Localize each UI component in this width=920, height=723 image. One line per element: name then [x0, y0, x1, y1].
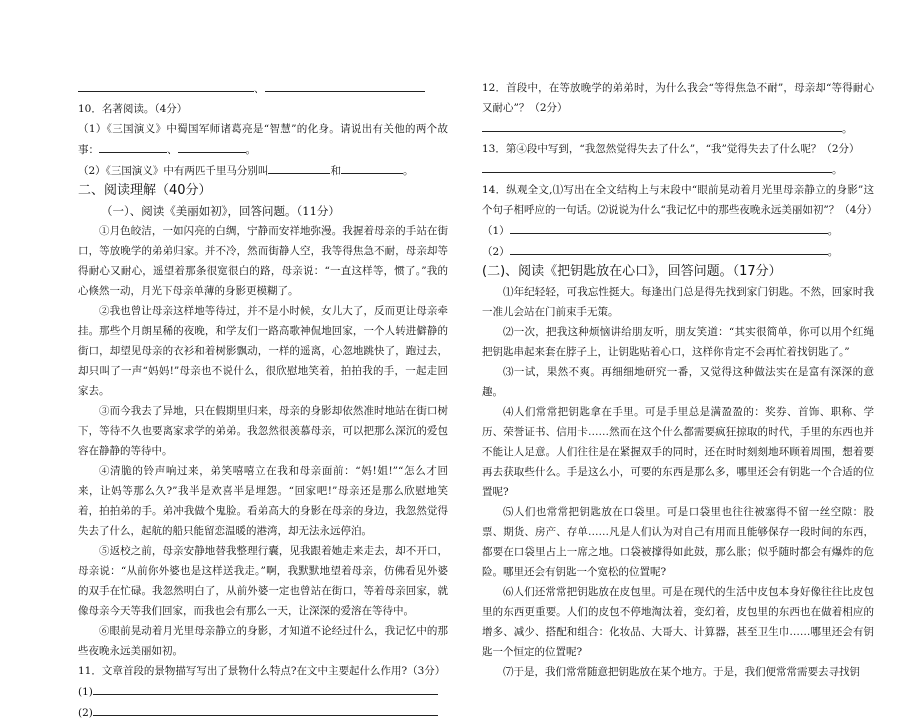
passage-1-para-2: ②我也曾让母亲这样地等待过，并不是小时候，女儿大了，反而更让母亲牵挂。那些个月朗星稀的夜晚，和学友们一路高歌神侃地回家，一个人转进僻静的街口，却望见母亲的衣衫和着树影飘动，一样的遥离，心忽地跳快了，跑过去，却只叫了一声“妈妈!”母亲也不说什么，很欣慰地笑着，拍拍我的手，一起走回家去。: [78, 305, 448, 397]
passage-2-para-6: ⑹人们还常常把钥匙放在皮包里。可是在现代的生活中皮包本身好像往往比皮包里的东西更重要。人们的皮包不停地淘汰着，变幻着，皮包里的东西也在做着相应的增多、减少、搭配和组合：化妆品、大哥大、计算器，甚至卫生巾……哪里还会有钥匙一个恒定的位置呢?: [482, 586, 874, 658]
passage-2-para-3: ⑶一试，果然不爽。再细细地研究一番，又觉得这种做法实在是富有深深的意趣。: [482, 366, 874, 398]
question-13-answer[interactable]: 。: [482, 159, 874, 180]
question-13: 13．第④段中写到，“我忽然觉得失去了什么”，“我”觉得失去了什么呢？（2分）: [482, 143, 860, 155]
passage-2-para-7: ⑺于是，我们常常随意把钥匙放在某个地方。于是，我们便常常需要去寻找钥: [503, 666, 860, 678]
passage-1-para-1: ①月色皎洁，一如闪亮的白绸，宁静而安祥地弥漫。我握着母亲的手站在街口，等放晚学的弟弟归家。并不冷，然而街静人空，我等得焦急不耐，母亲却等得耐心又耐心，遥望着那条很宽很白的路，母亲说：“一直这样等，惯了。”我的心倏然一动，月光下母亲单薄的身影更模糊了。: [78, 225, 448, 297]
answer-blank-10-2b[interactable]: [341, 160, 403, 174]
passage-1-para-6: ⑥眼前晃动着月光里母亲静立的身影，才知道不论经过什么，我记忆中的那些夜晚永远美丽如初。: [78, 625, 448, 657]
passage-1-para-4: ④清脆的铃声响过来，弟笑嘻嘻立在我和母亲面前：“妈!姐!”“怎么才回来，让妈等那么久?”我半是欢喜半是埋怨。“回家吧!”母亲还是那么欣慰地笑着，拍拍弟的手。弟冲我做个鬼脸。看弟高大的身影在母亲的身边，我忽然觉得失去了什么，起航的船只能留恋温暖的港湾，却无法永远停泊。: [78, 465, 448, 537]
passage-2-para-4: ⑷人们常常把钥匙拿在手里。可是手里总是满盈盈的：奖券、首饰、职称、学历、荣誉证书、信用卡……然而在这个什么都需要疯狂掠取的时代，手里的东西也并不能让人足意。人们往往是在紧握双手的同时，还在时时刻刻地环顾着周围，想着要再去获取些什么。手是这么小，可要的东西是那么多，哪里还会有钥匙一个合适的位置呢?: [482, 406, 874, 498]
question-11-answer-2[interactable]: (2): [78, 702, 448, 723]
passage-2-para-5: ⑸人们也常常把钥匙放在口袋里。可是口袋里也往往被塞得不留一丝空隙：股票、期货、房产、存单……凡是人们认为对自己有用而且能够保存一段时间的东西，都要在口袋里占上一席之地。口袋被撑得如此鼓，那么胀；似乎随时都会有爆炸的危险。哪里还会有钥匙一个宽松的位置呢?: [482, 506, 874, 578]
section-reading-title: 二、阅读理解（40分）: [78, 183, 212, 198]
answer-blank-10-2a[interactable]: [268, 160, 330, 174]
question-11: 11．文章首段的景物描写写出了景物什么特点?在文中主要起什么作用?（3分）: [78, 665, 446, 677]
passage-1-para-5: ⑤返校之前，母亲安静地替我整理行囊，见我跟着她走来走去，却不开口，母亲说：“从前你外婆也是这样送我走。”啊，我默默地望着母亲，仿佛看见外婆的双手在忙碌。我忽然明白了，从前外婆一定也曾站在街口，等着母亲回家，就像母亲今天等我们回家，而我也会有那么一天，让深深的爱溶在等待中。: [78, 545, 448, 617]
question-10-1: （1）《三国演义》中蜀国军师诸葛亮是“智慧”的化身。请说出有关他的两个故事： 、 。: [78, 123, 448, 156]
right-column: [482, 78, 878, 682]
question-10-2: （2）《三国演义》中有两匹千里马分别叫 和 。: [78, 160, 448, 181]
left-column: [78, 78, 448, 723]
passage-1-para-3: ③而今我去了异地，只在假期里归来，母亲的身影却依然准时地站在街口树下，等待不久也要离家求学的弟弟。我忽然很羡慕母亲，可以把那么深沉的爱包容在静静的等待中。: [78, 405, 448, 457]
passage-2-para-2: ⑵一次，把我这种烦恼讲给朋友听，朋友笑道：“其实很简单，你可以用个红绳把钥匙串起来套在脖子上，让钥匙贴着心口，这样你肯定不会再忙着找钥匙了。”: [482, 326, 874, 358]
answer-line-top[interactable]: 、: [78, 78, 448, 99]
passage-2-para-1: ⑴年纪轻轻，可我忘性挺大。每逢出门总是得先找到家门钥匙。不然，回家时我一准儿会站在门前束手无策。: [482, 286, 874, 318]
question-11-answer-1[interactable]: (1): [78, 681, 448, 702]
answer-blank-10-1b[interactable]: [178, 139, 246, 153]
question-12: 12．首段中，在等放晚学的弟弟时，为什么我会“等得焦急不耐”，母亲却“等得耐心又耐心”？（2分）: [482, 82, 874, 114]
question-14-answer-1[interactable]: （1） 。: [482, 220, 874, 241]
question-12-answer[interactable]: 。: [482, 118, 874, 139]
passage-2-title: (二)、阅读《把钥匙放在心口》，回答问题。（17分）: [482, 264, 782, 279]
question-14: 14．纵观全文,⑴写出在全文结构上与末段中“眼前晃动着月光里母亲静立的身影”这个句子相呼应的一句话。⑵说说为什么“我记忆中的那些夜晚永远美丽如初”？（4分）: [482, 184, 878, 216]
answer-blank-10-1a[interactable]: [99, 139, 167, 153]
question-10-title: 10．名著阅读。（4分）: [78, 103, 188, 115]
passage-1-title: （一）、阅读《美丽如初》，回答问题。（11分）: [101, 204, 340, 218]
question-14-answer-2[interactable]: （2） 。: [482, 241, 874, 262]
